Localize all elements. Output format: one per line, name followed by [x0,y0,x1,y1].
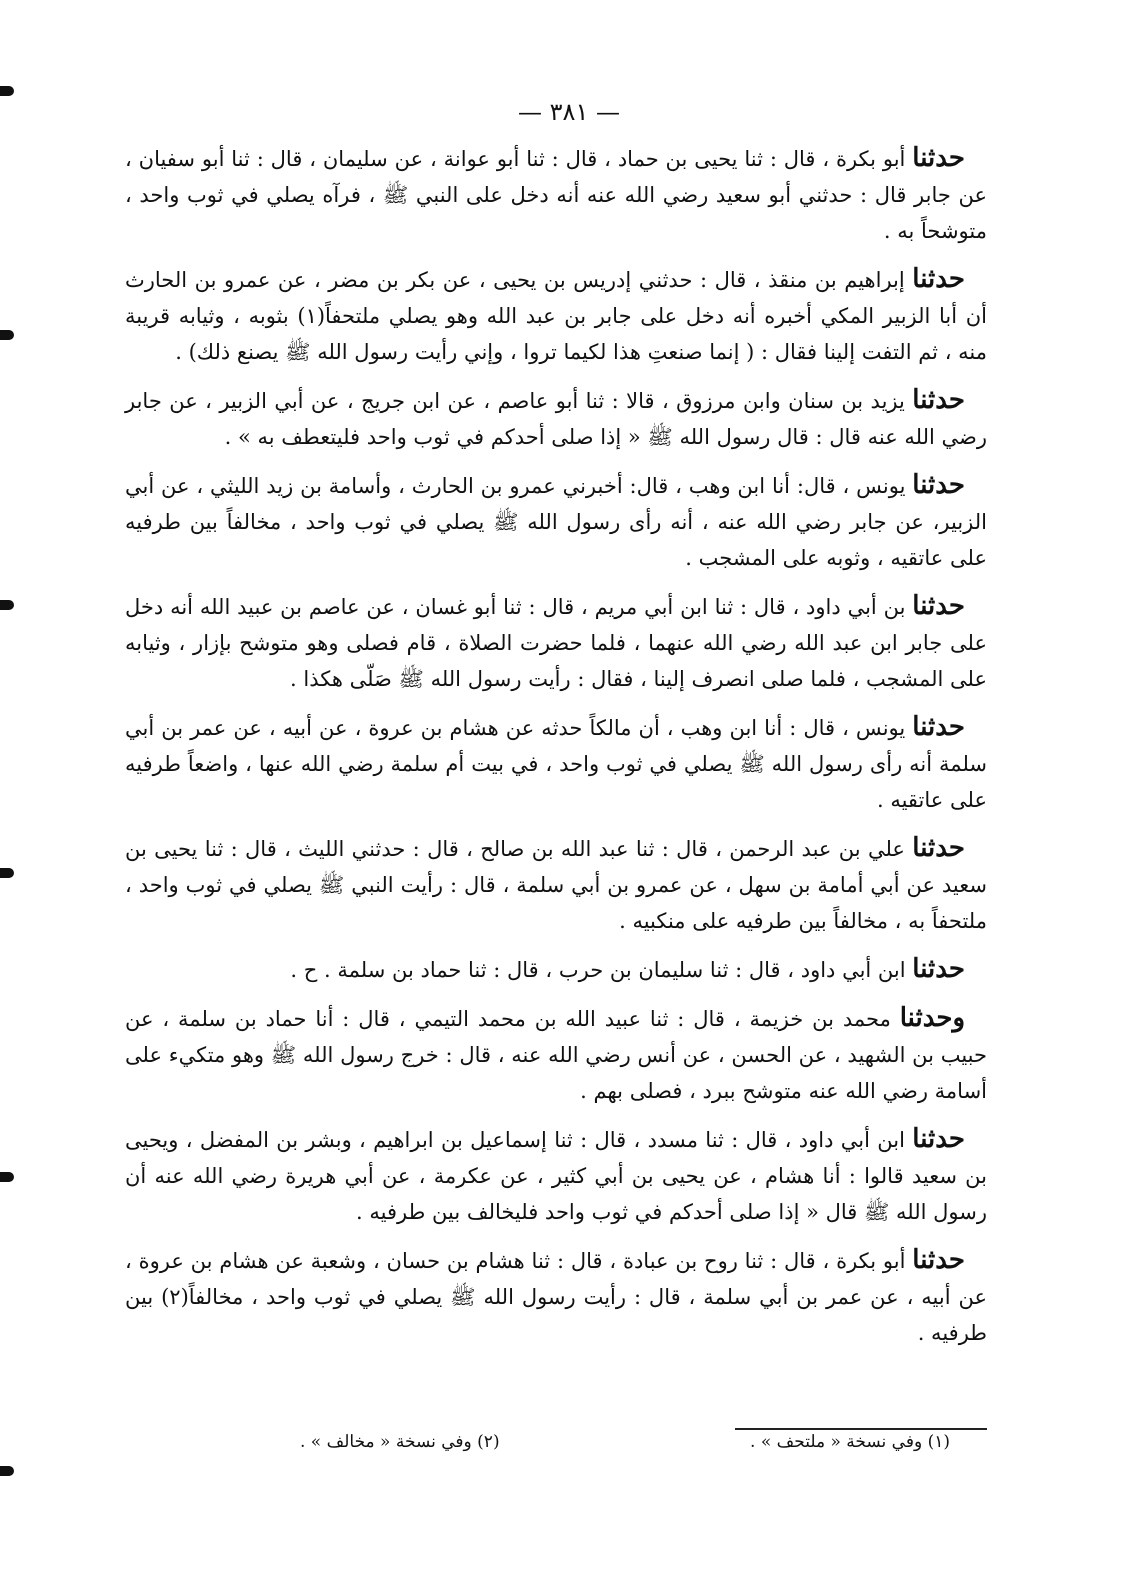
hadith-paragraph [125,261,987,370]
scan-edge-mark [0,1172,14,1182]
hadith-opener: حدثنا [912,143,965,173]
hadith-text: يونس ، قال: أنا ابن وهب ، قال: أخبرني عمرو بن الحارث ، وأسامة بن زيد الليثي ، عن أبي الزبير، عن جابر رضي الله عنه ، أنه رأى رسول الله ﷺ يصلي في ثوب واحد ، مخالفاً بين طرفيه على عاتقيه ، وثوبه على المشجب . [125,474,987,570]
hadith-opener: حدثنا [912,1245,965,1275]
hadith-text: علي بن عبد الرحمن ، قال : ثنا عبد الله بن صالح ، قال : حدثني الليث ، قال : ثنا يحيى بن سعيد عن أبي أمامة بن سهل ، عن عمرو بن أبي سلمة ، قال : رأيت النبي ﷺ يصلي في ثوب واحد ، ملتحفاً به ، مخالفاً بين طرفيه على منكبيه . [125,837,987,933]
hadith-text: يزيد بن سنان وابن مرزوق ، قالا : ثنا أبو عاصم ، عن ابن جريج ، عن أبي الزبير ، عن جابر رضي الله عنه قال : قال رسول الله ﷺ « إذا صلى أحدكم في ثوب واحد فليتعطف به » . [125,389,987,449]
hadith-opener: حدثنا [912,954,965,984]
scan-edge-mark [0,1466,14,1476]
hadith-opener: حدثنا [912,712,965,742]
hadith-opener: حدثنا [912,264,965,294]
footnote: (١) وفي نسخة « ملتحف » . [750,1432,950,1452]
hadith-paragraph [125,1000,987,1109]
hadith-text: ابن أبي داود ، قال : ثنا مسدد ، قال : ثنا إسماعيل بن ابراهيم ، وبشر بن المفضل ، ويحيى بن سعيد قالوا : أنا هشام ، عن يحيى بن أبي كثير ، عن عكرمة ، عن أبي هريرة رضي الله عنه أن رسول الله ﷺ قال « إذا صلى أحدكم في ثوب واحد فليخالف بين طرفيه . [125,1128,987,1224]
hadith-opener: وحدثنا [899,1003,965,1033]
hadith-text: إبراهيم بن منقذ ، قال : حدثني إدريس بن يحيى ، عن بكر بن مضر ، عن عمرو بن الحارث أن أبا الزبير المكي أخبره أنه دخل على جابر بن عبد الله وهو يصلي ملتحفاً(١) بثوبه ، وثيابه قريبة منه ، ثم التفت إلينا فقال : ( إنما صنعتِ هذا لكيما تروا ، وإني رأيت رسول الله ﷺ يصنع ذلك) . [125,268,987,364]
hadith-paragraph [125,709,987,818]
hadith-paragraph [125,588,987,697]
footnote-divider [735,1428,987,1430]
hadith-opener: حدثنا [912,470,965,500]
main-text [125,140,987,1363]
hadith-text: ابن أبي داود ، قال : ثنا سليمان بن حرب ، قال : ثنا حماد بن سلمة . ح . [290,958,913,982]
hadith-text: أبو بكرة ، قال : ثنا روح بن عبادة ، قال : ثنا هشام بن حسان ، وشعبة عن هشام بن عروة ، عن أبيه ، عن عمر بن أبي سلمة ، قال : رأيت رسول الله ﷺ يصلي في ثوب واحد ، مخالفاً(٢) بين طرفيه . [125,1249,987,1345]
page-number: — ٣٨١ — [518,98,620,126]
hadith-paragraph [125,951,987,988]
footnotes [300,1432,950,1460]
scan-edge-mark [0,86,14,96]
hadith-text: بن أبي داود ، قال : ثنا ابن أبي مريم ، قال : ثنا أبو غسان ، عن عاصم بن عبيد الله أنه دخل على جابر ابن عبد الله رضي الله عنهما ، فلما حضرت الصلاة ، قام فصلى وهو متوشح بإزار ، وثيابه على المشجب ، فلما صلى انصرف إلينا ، فقال : رأيت رسول الله ﷺ صَلّى هكذا . [125,595,987,691]
hadith-paragraph [125,1242,987,1351]
scan-edge-mark [0,868,14,878]
hadith-opener: حدثنا [912,591,965,621]
hadith-paragraph [125,140,987,249]
footnote: (٢) وفي نسخة « مخالف » . [300,1432,500,1452]
hadith-opener: حدثنا [912,833,965,863]
hadith-text: يونس ، قال : أنا ابن وهب ، أن مالكاً حدثه عن هشام بن عروة ، عن أبيه ، عن عمر بن أبي سلمة أنه رأى رسول الله ﷺ يصلي في ثوب واحد ، في بيت أم سلمة رضي الله عنها ، واضعاً طرفيه على عاتقيه . [125,716,987,812]
hadith-paragraph [125,382,987,455]
hadith-paragraph [125,830,987,939]
hadith-text: أبو بكرة ، قال : ثنا يحيى بن حماد ، قال : ثنا أبو عوانة ، عن سليمان ، قال : ثنا أبو سفيان ، عن جابر قال : حدثني أبو سعيد رضي الله عنه أنه دخل على النبي ﷺ ، فرآه يصلي في ثوب واحد ، متوشحاً به . [125,147,987,243]
hadith-paragraph [125,467,987,576]
scan-edge-mark [0,330,14,340]
hadith-text: محمد بن خزيمة ، قال : ثنا عبيد الله بن محمد التيمي ، قال : أنا حماد بن سلمة ، عن حبيب بن الشهيد ، عن الحسن ، عن أنس رضي الله عنه ، قال : خرج رسول الله ﷺ وهو متكيء على أسامة رضي الله عنه متوشح ببرد ، فصلى بهم . [125,1007,987,1103]
hadith-opener: حدثنا [912,1124,965,1154]
hadith-opener: حدثنا [912,385,965,415]
hadith-paragraph [125,1121,987,1230]
scan-edge-mark [0,600,14,610]
